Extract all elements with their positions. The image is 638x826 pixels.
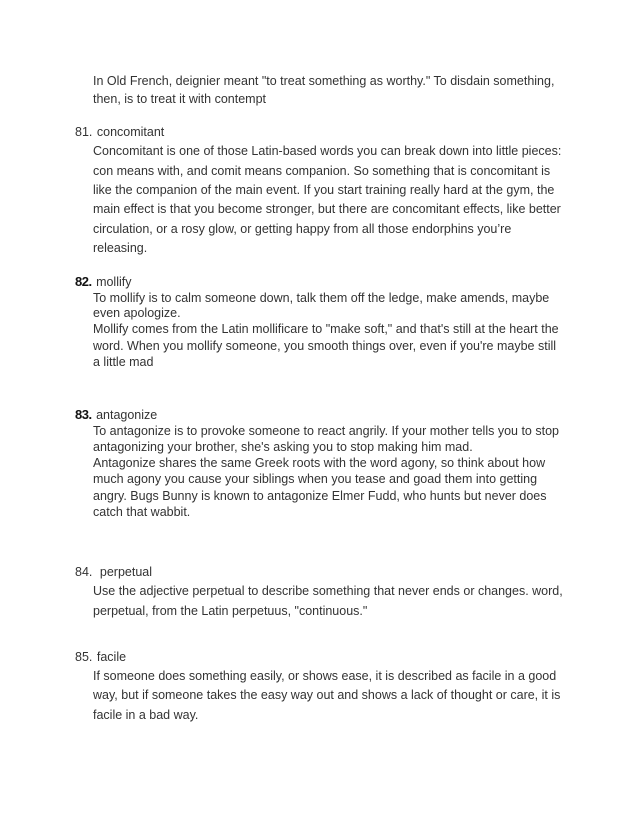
entry-header xyxy=(75,407,157,422)
entry-number: 85. xyxy=(75,650,93,664)
entry-line: much agony you cause your siblings when you tease and goad them into getting xyxy=(93,472,538,486)
entry-line: To antagonize is to provoke someone to react angrily. If your mother tells you to stop xyxy=(93,424,559,438)
entry-term: concomitant xyxy=(96,125,165,139)
entry-line: circulation, or a rosy glow, or getting happy from all those endorphins you’re xyxy=(93,222,512,236)
entry-line: angry. Bugs Bunny is known to antagonize Elmer Fudd, who hunts but never does xyxy=(93,489,547,503)
entry-header xyxy=(75,565,152,579)
entry-number: 83. xyxy=(75,407,92,422)
entry-term: antagonize xyxy=(96,408,158,422)
entry-header xyxy=(75,125,164,139)
entry-line: main effect is that you become stronger, but there are concomitant effects, like better xyxy=(93,202,561,216)
entry-header xyxy=(75,274,131,289)
entry-number: 84. xyxy=(75,565,93,579)
entry-line: con means with, and comit means companion. So something that is concomitant is xyxy=(93,164,551,178)
entry-line: way, but if someone takes the easy way out and shows a lack of thought or care, it is xyxy=(93,688,561,702)
entry-line: like the companion of the main event. If you start training really hard at the gym, the xyxy=(93,183,555,197)
entry-term: facile xyxy=(96,650,127,664)
entry-line: facile in a bad way. xyxy=(93,708,199,722)
entry-line: releasing. xyxy=(93,241,148,255)
entry-line: catch that wabbit. xyxy=(93,505,191,519)
entry-line: Concomitant is one of those Latin-based words you can break down into little pieces: xyxy=(93,144,562,158)
entry-line: antagonizing your brother, she's asking you to stop making him mad. xyxy=(93,440,473,454)
entry-line: Mollify comes from the Latin mollificare to "make soft," and that's still at the heart the xyxy=(93,322,559,336)
entry-line: Use the adjective perpetual to describe something that never ends or changes. word, xyxy=(93,584,563,598)
entry-line: word. When you mollify someone, you smooth things over, even if you're maybe still xyxy=(93,339,557,353)
entry-header xyxy=(75,650,126,664)
entry-line: To mollify is to calm someone down, talk them off the ledge, make amends, maybe xyxy=(93,291,550,305)
intro-line: then, is to treat it with contempt xyxy=(93,92,266,106)
entry-line: perpetual, from the Latin perpetuus, "continuous." xyxy=(93,604,368,618)
intro-line: In Old French, deignier meant "to treat something as worthy." To disdain something, xyxy=(93,74,555,88)
entry-line: If someone does something easily, or shows ease, it is described as facile in a good xyxy=(93,669,557,683)
entry-line: a little mad xyxy=(93,355,154,369)
entry-number: 82. xyxy=(75,274,92,289)
entry-term: mollify xyxy=(96,275,132,289)
entry-line: Antagonize shares the same Greek roots with the word agony, so think about how xyxy=(93,456,546,470)
entry-line: even apologize. xyxy=(93,306,181,320)
entry-number: 81. xyxy=(75,125,93,139)
entry-term: perpetual xyxy=(99,565,152,579)
